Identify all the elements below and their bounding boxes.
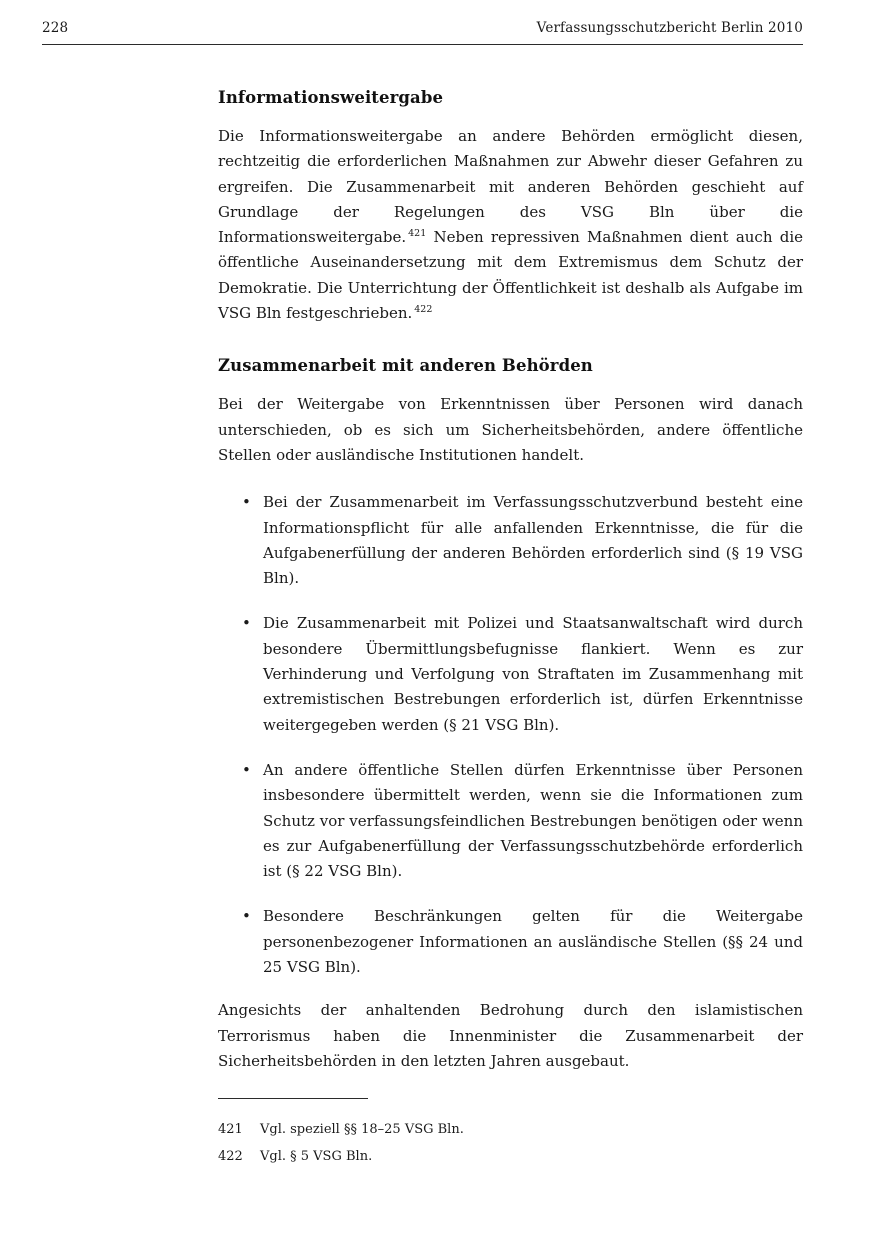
page-number: 228 — [42, 20, 69, 36]
paragraph-weitergabe-erkenntnisse: Bei der Weitergabe von Erkenntnissen über Personen wird danach unterschieden, ob es sich um Sicherheitsbehörden, andere öffentliche Stellen oder ausländische Institutionen handelt. — [218, 395, 803, 464]
heading-informationsweitergabe: Informationsweitergabe — [218, 88, 444, 107]
page-header — [42, 20, 803, 45]
paragraph-informationsweitergabe — [218, 124, 803, 326]
bullet-icon: • — [242, 907, 251, 926]
list-item-text: An andere öffentliche Stellen dürfen Erkenntnisse über Personen insbesondere übermittelt werden, wenn sie die Informationen zum Schutz vor verfassungsfeindlichen Bestrebungen benötigen oder wenn es zur Aufgabenerfüllung der Verfassungsschutzbehörde erforderlich ist (§ 22 VSG Bln). — [263, 760, 803, 881]
footnote-text: Vgl. speziell §§ 18–25 VSG Bln. — [260, 1122, 464, 1137]
footnote-area — [218, 1098, 803, 1174]
footnote-entry — [218, 1147, 803, 1166]
footnote-ref-421[interactable]: 421 — [408, 228, 427, 240]
bullet-list — [218, 490, 803, 980]
list-item — [218, 490, 803, 591]
paragraph-text-part-1: Die Informationsweitergabe an andere Behörden ermöglicht diesen, rechtzeitig die erforderlichen Maßnahmen zur Abwehr dieser Gefahren zu ergreifen. Die Zusammenarbeit mit anderen Behörden geschieht auf Grundlage der Regelungen des VSG Bln über die Informationsweitergabe. — [218, 127, 803, 247]
footnote-number: 422 — [218, 1149, 243, 1164]
list-item — [218, 758, 803, 884]
list-item-text: Besondere Beschränkungen gelten für die Weitergabe personenbezogener Informationen an ausländische Stellen (§§ 24 und 25 VSG Bln). — [263, 907, 803, 977]
heading-zusammenarbeit: Zusammenarbeit mit anderen Behörden — [218, 356, 593, 376]
footnote-ref-422[interactable]: 422 — [414, 304, 433, 316]
list-item — [218, 904, 803, 980]
footnote-separator — [218, 1098, 368, 1099]
main-content — [218, 88, 803, 1074]
running-title: Verfassungsschutzbericht Berlin 2010 — [536, 20, 803, 36]
list-item-text: Bei der Zusammenarbeit im Verfassungsschutzverbund besteht eine Informationspflicht für alle anfallenden Erkenntnisse, die für die Aufgabenerfüllung der anderen Behörden erforderlich sind (§ 19 VSG Bln). — [263, 493, 803, 588]
bullet-icon: • — [242, 760, 251, 779]
paragraph-text-part-2: Neben repressiven Maßnahmen dient auch die öffentliche Auseinandersetzung mit dem Extremismus dem Schutz der Demokratie. Die Unterrichtung der Öffentlichkeit ist deshalb als Aufgabe im VSG Bln festgeschrieben. — [218, 228, 803, 323]
paragraph-terrorismus: Angesichts der anhaltenden Bedrohung durch den islamistischen Terrorismus haben die Innenminister die Zusammenarbeit der Sicherheitsbehörden in den letzten Jahren ausgebaut. — [218, 1001, 803, 1070]
footnote-number: 421 — [218, 1122, 243, 1137]
bullet-icon: • — [242, 493, 251, 512]
list-item-text: Die Zusammenarbeit mit Polizei und Staatsanwaltschaft wird durch besondere Übermittlungsbefugnisse flankiert. Wenn es zur Verhinderung und Verfolgung von Straftaten im Zusammenhang mit extremistischen Bestrebungen erforderlich ist, dürfen Erkenntnisse weitergegeben werden (§ 21 VSG Bln). — [263, 614, 803, 734]
list-item — [218, 611, 803, 737]
footnote-text: Vgl. § 5 VSG Bln. — [260, 1149, 373, 1164]
bullet-icon: • — [242, 614, 251, 633]
footnote-entry — [218, 1120, 803, 1139]
